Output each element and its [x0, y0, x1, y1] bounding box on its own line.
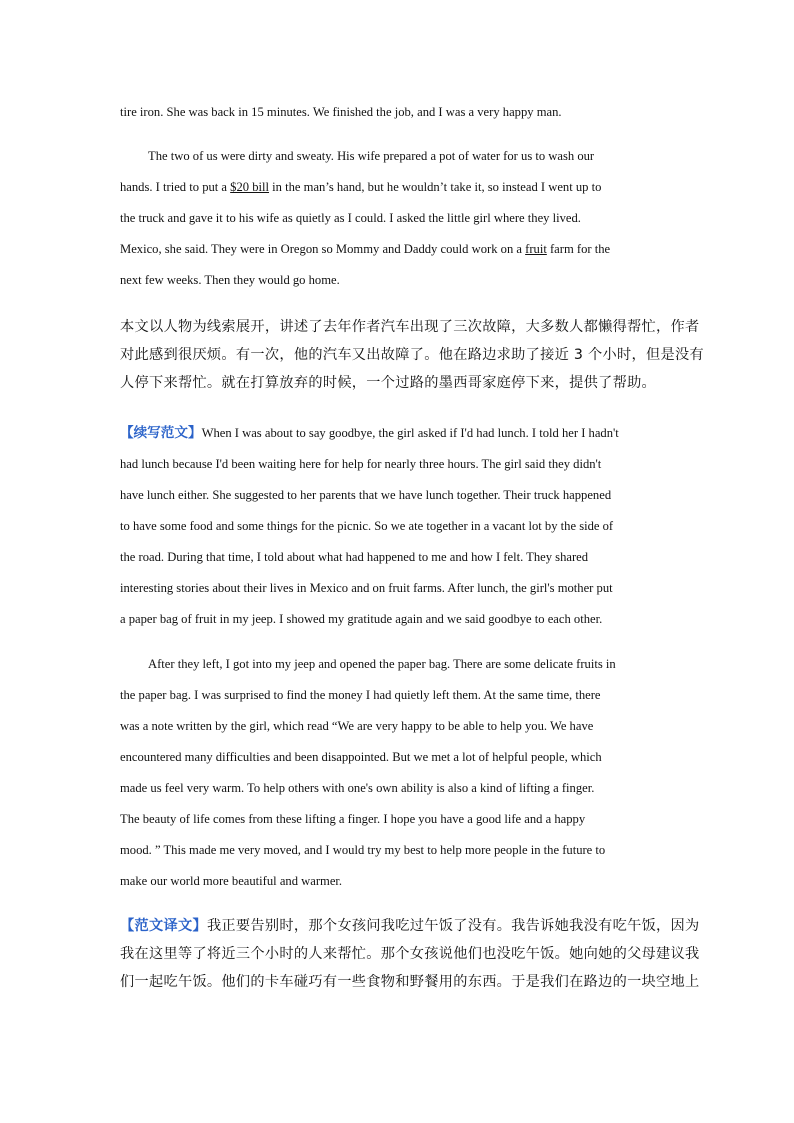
- text-line: had lunch because I'd been waiting here for help for nearly three hours. The girl said they didn't: [120, 457, 602, 471]
- text-line: make our world more beautiful and warmer.: [120, 874, 343, 888]
- text-line: encountered many difficulties and been disappointed. But we met a lot of helpful people, which: [120, 750, 602, 764]
- text-segment: farm for the: [546, 242, 611, 256]
- text-segment: Mexico, she said. They were in Oregon so Mommy and Daddy could work on a: [120, 242, 526, 256]
- text-line: the road. During that time, I told about what had happened to me and how I felt. They shared: [120, 550, 589, 564]
- underlined-term: $20 bill: [230, 180, 270, 194]
- text-line: [120, 234, 668, 265]
- text-line: mood. ” This made me very moved, and I would try my best to help more people in the future to: [120, 843, 606, 857]
- text-line: [120, 418, 668, 449]
- text-line: made us feel very warm. To help others with one's own ability is also a kind of lifting a finger.: [120, 781, 595, 795]
- text-line: tire iron. She was back in 15 minutes. We finished the job, and I was a very happy man.: [120, 105, 562, 119]
- paragraph-continued: [120, 97, 668, 128]
- text-line: interesting stories about their lives in Mexico and on fruit farms. After lunch, the girl's mother put: [120, 581, 613, 595]
- sample-translation: [120, 912, 700, 996]
- section-tag: 【续写范文】: [120, 425, 202, 441]
- text-segment: 我正要告别时，那个女孩问我吃过午饭了没有。我告诉她我没有吃午饭，因为: [206, 918, 700, 934]
- underlined-term: fruit: [525, 242, 547, 256]
- chinese-summary: [120, 313, 704, 397]
- text-segment: When I was about to say goodbye, the girl asked if I'd had lunch. I told her I hadn't: [201, 426, 619, 440]
- text-line: The beauty of life comes from these lifting a finger. I hope you have a good life and a happy: [120, 812, 586, 826]
- text-line: the truck and gave it to his wife as quietly as I could. I asked the little girl where they lived.: [120, 211, 581, 225]
- text-segment: in the man’s hand, but he wouldn’t take it, so instead I went up to: [269, 180, 602, 194]
- section-tag: 【范文译文】: [120, 918, 207, 934]
- sample-essay-paragraph-1: [120, 418, 668, 635]
- paragraph-wash-hands: [120, 141, 668, 296]
- text-segment: hands. I tried to put a: [120, 180, 231, 194]
- text-line: 们一起吃午饭。他们的卡车碰巧有一些食物和野餐用的东西。于是我们在路边的一块空地上: [120, 974, 700, 990]
- text-line: 对此感到很厌烦。有一次，他的汽车又出故障了。他在路边求助了接近 3 个小时，但是没有: [120, 347, 704, 363]
- text-line: 本文以人物为线索展开，讲述了去年作者汽车出现了三次故障，大多数人都懒得帮忙，作者: [120, 319, 700, 335]
- text-line: to have some food and some things for the picnic. So we ate together in a vacant lot by the side of: [120, 519, 614, 533]
- text-line: 人停下来帮忙。就在打算放弃的时候，一个过路的墨西哥家庭停下来，提供了帮助。: [120, 375, 657, 391]
- text-line: was a note written by the girl, which read “We are very happy to be able to help you. We have: [120, 719, 594, 733]
- text-line: [120, 172, 668, 203]
- text-line: [120, 912, 700, 940]
- text-line: The two of us were dirty and sweaty. His wife prepared a pot of water for us to wash our: [148, 149, 595, 163]
- text-line: have lunch either. She suggested to her parents that we have lunch together. Their truck happened: [120, 488, 612, 502]
- text-line: 我在这里等了将近三个小时的人来帮忙。那个女孩说他们也没吃午饭。她向她的父母建议我: [120, 946, 700, 962]
- sample-essay-paragraph-2: [120, 649, 668, 897]
- text-line: a paper bag of fruit in my jeep. I showed my gratitude again and we said goodbye to each other.: [120, 612, 603, 626]
- text-line: the paper bag. I was surprised to find the money I had quietly left them. At the same time, there: [120, 688, 601, 702]
- text-line: After they left, I got into my jeep and opened the paper bag. There are some delicate fruits in: [148, 657, 616, 671]
- text-line: next few weeks. Then they would go home.: [120, 273, 340, 287]
